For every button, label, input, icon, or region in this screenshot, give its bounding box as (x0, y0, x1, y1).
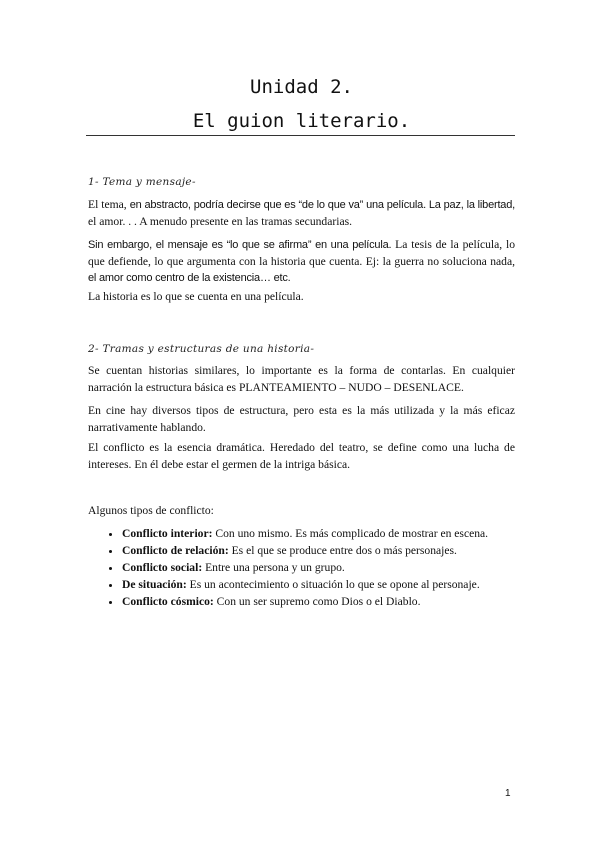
paragraph-mensaje-start: Sin embargo, el mensaje es “lo que se afirma” en una película. (88, 239, 392, 251)
paragraph-tema-start: El tema, (88, 198, 130, 211)
section-heading-tramas: 2- Tramas y estructuras de una historia- (88, 343, 315, 355)
paragraph-mensaje (88, 237, 515, 287)
document-title (88, 70, 515, 138)
paragraph-mensaje-end: el amor como centro de la existencia… etc. (88, 272, 291, 284)
title-divider (86, 135, 515, 136)
list-item (122, 542, 537, 559)
conflicts-list (100, 525, 537, 610)
paragraph-tema-definition: en abstracto, podría decirse que es “de lo que va” una película. La paz, la libertad, (129, 199, 515, 211)
list-item-term: Conflicto social: (122, 561, 203, 574)
list-item (122, 525, 537, 542)
page-number: 1 (505, 788, 511, 799)
paragraph-mensaje-middle: La tesis de la película, lo que defiende, lo que argumenta con la historia que cuenta. Ej: la guerra no soluciona nada, (88, 238, 516, 268)
list-item-text: Con uno mismo. Es más complicado de mostrar en escena. (212, 527, 489, 540)
list-item-text: Es un acontecimiento o situación lo que se opone al personaje. (186, 578, 480, 591)
list-item (122, 593, 537, 610)
section-heading-tema: 1- Tema y mensaje- (88, 176, 196, 188)
list-item-text: Entre una persona y un grupo. (202, 561, 345, 574)
paragraph-conflicto: El conflicto es la esencia dramática. Heredado del teatro, se define como una lucha de intereses. En él debe estar el germen de la intriga básica. (88, 441, 515, 471)
list-item (122, 576, 537, 593)
paragraph-estructura: Se cuentan historias similares, lo importante es la forma de contarlas. En cualquier narración la estructura básica es PLANTEAMIENTO – NUDO – DESENLACE. (88, 364, 515, 394)
list-item-text: Con un ser supremo como Dios o el Diablo. (213, 595, 421, 608)
paragraph-tema-end: el amor. . . A menudo presente en las tramas secundarias. (88, 214, 353, 228)
title-line-topic: El guion literario. (192, 110, 411, 132)
paragraph-tema (88, 197, 515, 230)
list-item-term: Conflicto cósmico: (122, 595, 214, 608)
list-item-term: Conflicto interior: (122, 527, 213, 540)
title-line-unit: Unidad 2. (250, 76, 353, 98)
list-item-term: De situación: (122, 578, 187, 591)
list-item-term: Conflicto de relación: (122, 544, 229, 557)
paragraph-cine: En cine hay diversos tipos de estructura, pero esta es la más utilizada y la más eficaz narrativamente hablando. (88, 404, 515, 434)
list-item (122, 559, 537, 576)
conflicts-intro: Algunos tipos de conflicto: (88, 504, 214, 517)
paragraph-historia: La historia es lo que se cuenta en una película. (88, 290, 304, 303)
list-item-text: Es el que se produce entre dos o más personajes. (228, 544, 457, 557)
